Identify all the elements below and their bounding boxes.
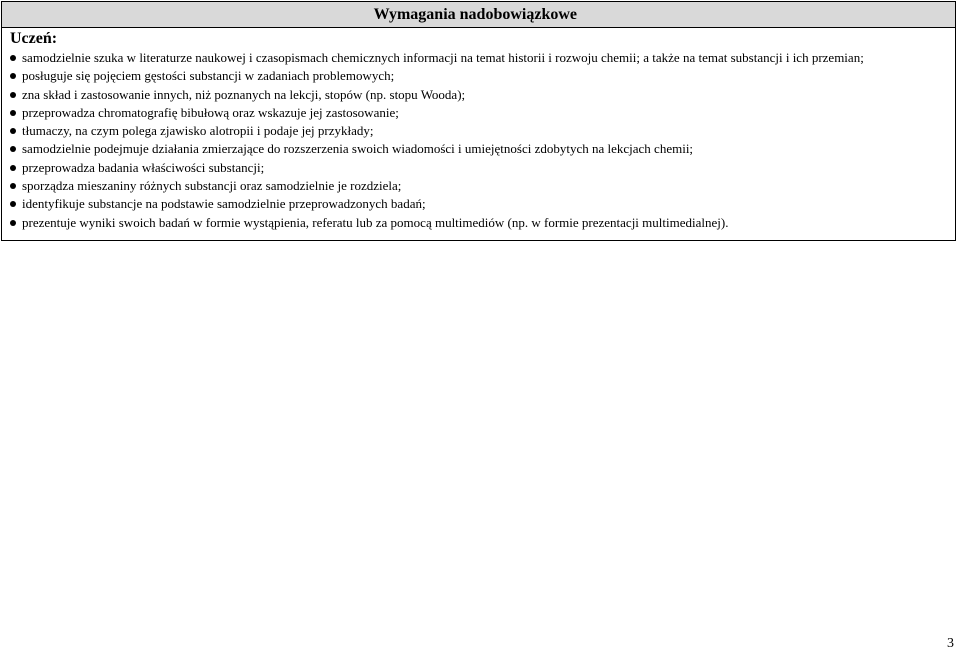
- list-item: [10, 177, 947, 195]
- bullet-icon: [10, 128, 16, 134]
- bullet-icon: [10, 220, 16, 226]
- list-item-text: identyfikuje substancje na podstawie samodzielnie przeprowadzonych badań;: [22, 196, 426, 212]
- bullet-icon: [10, 73, 16, 79]
- list-item: [10, 86, 947, 104]
- list-item-text: sporządza mieszaniny różnych substancji oraz samodzielnie je rozdziela;: [22, 178, 402, 194]
- list-item-text: zna skład i zastosowanie innych, niż poznanych na lekcji, stopów (np. stopu Wooda);: [22, 86, 466, 102]
- student-label: Uczeń:: [10, 30, 58, 47]
- requirements-table: [1, 1, 956, 241]
- header-title: Wymagania nadobowiązkowe: [373, 6, 577, 23]
- list-item-text: prezentuje wyniki swoich badań w formie wystąpienia, referatu lub za pomocą multimediów (np. w formie prezentacji multimedialnej).: [22, 214, 729, 230]
- list-item-text: samodzielnie szuka w literaturze naukowej i czasopismach chemicznych informacji na temat historii i rozwoju chemii; a także na temat substancji i ich przemian;: [22, 50, 864, 65]
- table-content: [2, 28, 955, 240]
- list-item: [10, 159, 947, 177]
- bullet-icon: [10, 165, 16, 171]
- list-item: [10, 214, 947, 232]
- bullet-icon: [10, 201, 16, 207]
- list-item: [10, 195, 947, 213]
- list-item: [10, 49, 947, 67]
- list-item: [10, 122, 947, 140]
- list-item: [10, 104, 947, 122]
- list-item-text: tłumaczy, na czym polega zjawisko alotropii i podaje jej przykłady;: [22, 123, 374, 139]
- table-header: [2, 2, 955, 28]
- list-item-text: przeprowadza chromatografię bibułową oraz wskazuje jej zastosowanie;: [22, 104, 399, 120]
- bullet-icon: [10, 92, 16, 98]
- list-item-text: przeprowadza badania właściwości substancji;: [22, 159, 265, 175]
- bullet-icon: [10, 183, 16, 189]
- page-number: 3: [947, 636, 954, 651]
- list-item: [10, 140, 947, 158]
- list-item-text: posługuje się pojęciem gęstości substancji w zadaniach problemowych;: [22, 68, 395, 84]
- list-item: [10, 67, 947, 85]
- requirements-list: [10, 49, 947, 232]
- bullet-icon: [10, 110, 16, 116]
- bullet-icon: [10, 55, 16, 61]
- list-item-text: samodzielnie podejmuje działania zmierzające do rozszerzenia swoich wiadomości i umiejętności zdobytych na lekcjach chemii;: [22, 141, 694, 157]
- bullet-icon: [10, 146, 16, 152]
